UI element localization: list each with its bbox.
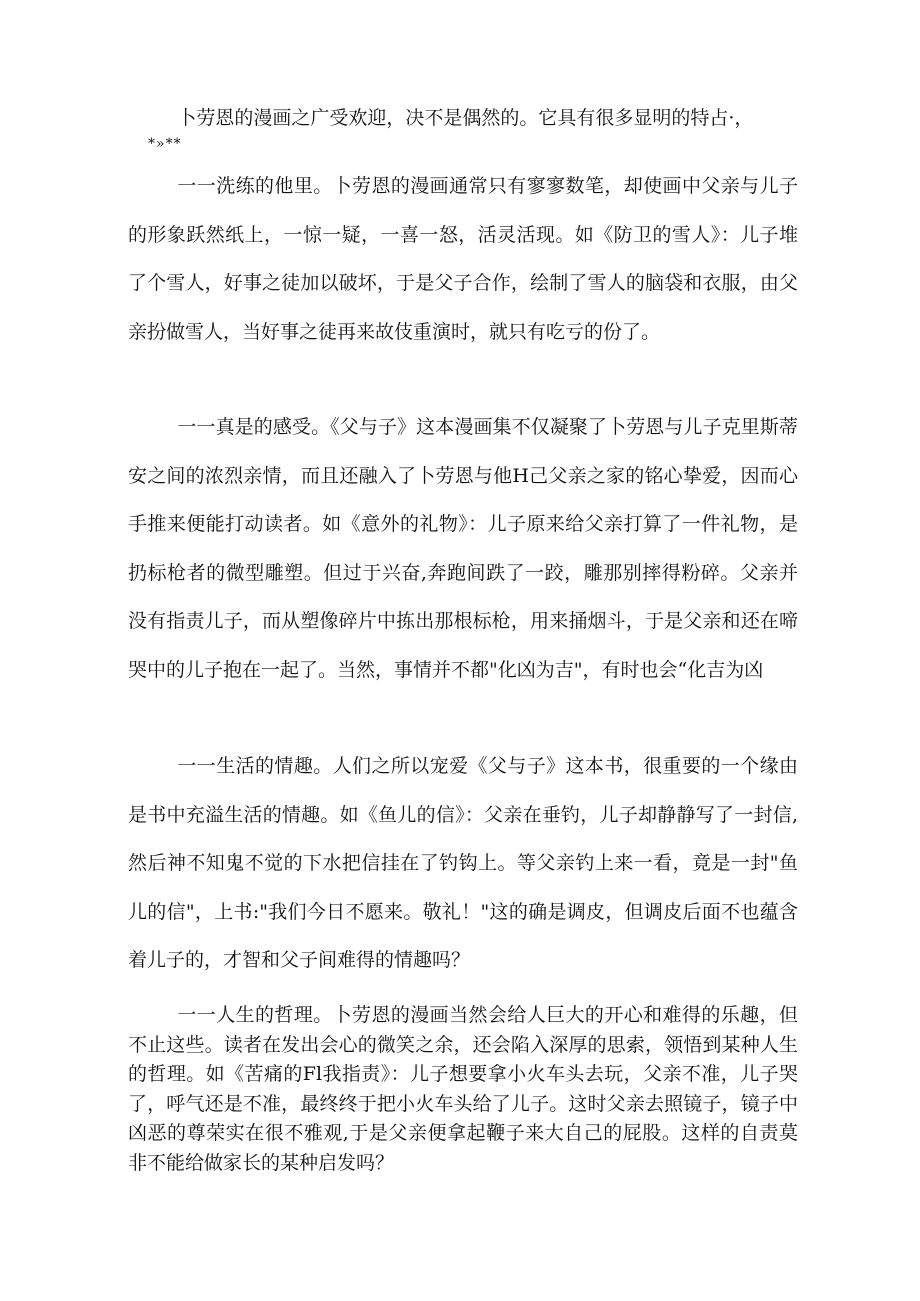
intro-paragraph: 卜劳恩的漫画之广受欢迎，决不是偶然的。它具有很多显明的特占·， (177, 107, 754, 129)
paragraph-life-interest: 一一生活的情趣。人们之所以宠爱《父与子》这本书，很重要的一个缘由是书中充溢生活的情趣。如《鱼儿的信》：父亲在垂钓，儿子却静静写了一封信,然后神不知鬼不觉的下水把信挂在了钓钩上。等父亲钓上来一看，竟是一封"鱼儿的信"，上书:"我们今日不愿来。敬礼！"这的确是调皮，但调皮后面不也蕴含着儿子的，才智和父子间难得的情趣吗？ (128, 755, 798, 972)
paragraph-true-feelings: 一一真是的感受。《父与子》这本漫画集不仅凝聚了卜劳恩与儿子克里斯蒂安之间的浓烈亲情，而且还融入了卜劳恩与他H己父亲之家的铭心挚爱，因而心手推来便能打动读者。如《意外的礼物》：儿子原来给父亲打算了一件礼物，是扔标枪者的微型雕塑。但过于兴奋,奔跑间跌了一跤，雕那别摔得粉碎。父亲并没有指责儿子，而从塑像碎片中拣出那根标枪，用来捅烟斗，于是父亲和还在啼哭中的儿子抱在一起了。当然，事情并不都"化凶为吉"，有时也会“化吉为凶 (128, 416, 798, 681)
paragraph-life-philosophy: 一一人生的哲理。卜劳恩的漫画当然会给人巨大的开心和难得的乐趣，但不止这些。读者在发出会心的微笑之余，还会陷入深厚的思索，领悟到某种人生的哲理。如《苦痛的Fl我指责》：儿子想要拿小火车头去玩，父亲不准，儿子哭了，呼气还是不准，最终终于把小火车头给了儿子。这时父亲去照镜子，镜子中凶恶的尊荣实在很不雅观,于是父亲便拿起鞭子来大自己的屁股。这样的自责莫非不能给做家长的某种启发吗？ (128, 1004, 798, 1174)
intro-trailing-marks: *»** (148, 136, 182, 152)
paragraph-conciseness: 一一洗练的他里。卜劳恩的漫画通常只有寥寥数笔，却使画中父亲与儿子的形象跃然纸上，一惊一疑，一喜一怒，活灵活现。如《防卫的雪人》：儿子堆了个雪人，好事之徒加以破坏，于是父子合作，绘制了雪人的脑袋和衣服，由父亲扮做雪人，当好事之徒再来故伎重演时，就只有吃亏的份了。 (128, 175, 798, 343)
